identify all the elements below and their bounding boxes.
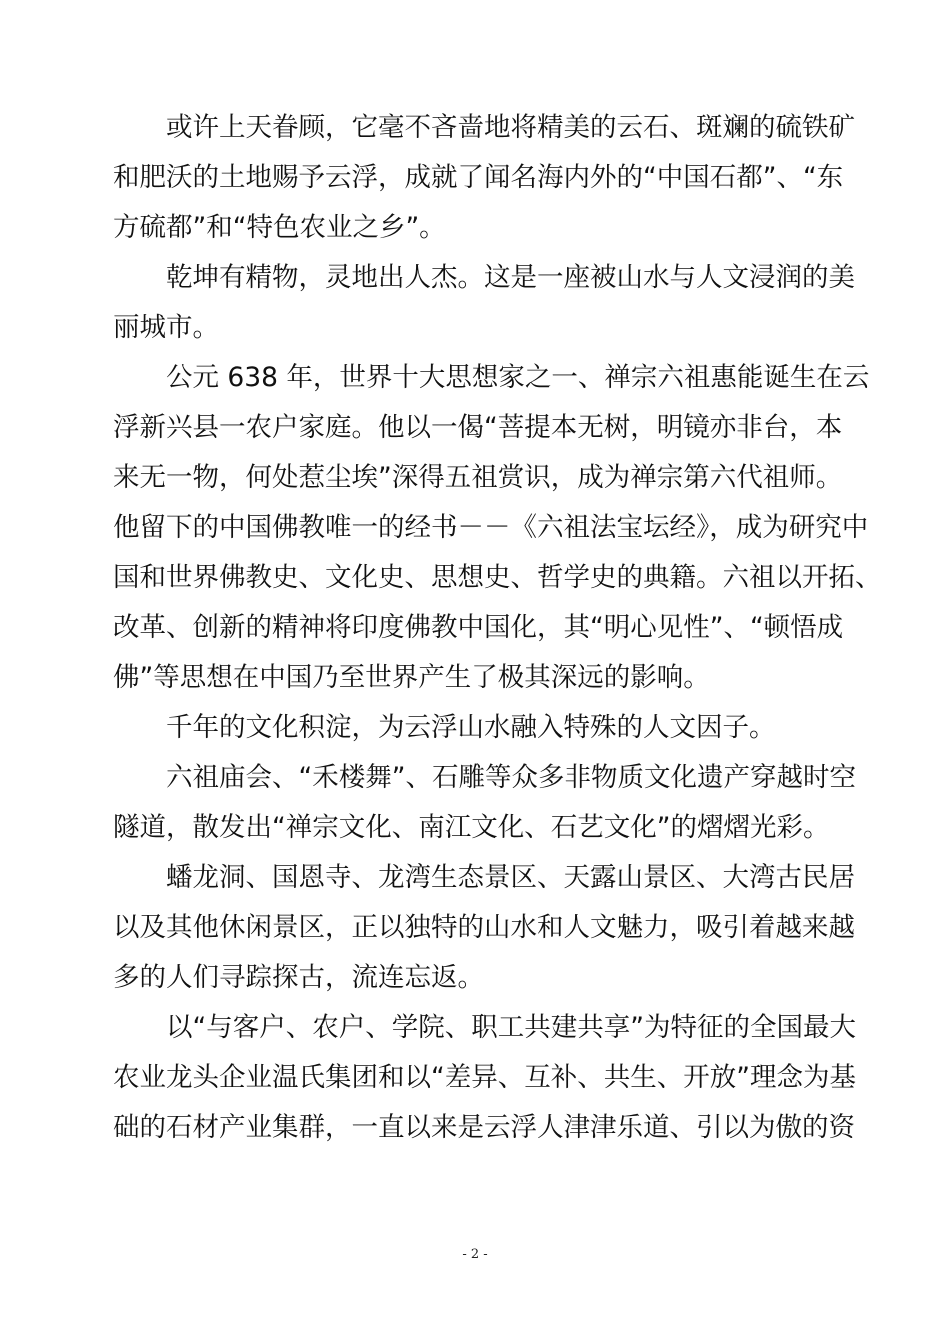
text-line: 浮新兴县一农户家庭。他以一偈“菩提本无树，明镜亦非台，本 [113, 412, 843, 443]
text-line: 以及其他休闲景区，正以独特的山水和人文魅力，吸引着越来越 [113, 912, 855, 943]
text-line: 改革、创新的精神将印度佛教中国化，其“明心见性”、“顿悟成 [113, 612, 844, 643]
text-line: 来无一物，何处惹尘埃”深得五祖赏识，成为禅宗第六代祖师。 [113, 462, 843, 493]
text-line: 隧道，散发出“禅宗文化、南江文化、石艺文化”的熠熠光彩。 [113, 812, 830, 843]
text-line: 农业龙头企业温氏集团和以“差异、互补、共生、开放”理念为基 [113, 1062, 856, 1093]
text-line: 他留下的中国佛教唯一的经书－－《六祖法宝坛经》，成为研究中 [113, 512, 869, 543]
text-line: 千年的文化积淀，为云浮山水融入特殊的人文因子。 [113, 712, 776, 743]
text-line: 以“与客户、农户、学院、职工共建共享”为特征的全国最大 [113, 1012, 856, 1043]
text-line: 六祖庙会、“禾楼舞”、石雕等众多非物质文化遗产穿越时空 [113, 762, 856, 793]
text-line: 和肥沃的土地赐予云浮，成就了闻名海内外的“中国石都”、“东 [113, 162, 844, 193]
page-number: - 2 - [462, 1247, 488, 1262]
text-line: 础的石材产业集群，一直以来是云浮人津津乐道、引以为傲的资 [113, 1112, 855, 1143]
text-line: 多的人们寻踪探古，流连忘返。 [113, 962, 484, 993]
text-line: 或许上天眷顾，它毫不吝啬地将精美的云石、斑斓的硫铁矿 [113, 112, 855, 143]
text-line: 蟠龙洞、国恩寺、龙湾生态景区、天露山景区、大湾古民居 [113, 862, 855, 893]
text-line: 乾坤有精物，灵地出人杰。这是一座被山水与人文浸润的美 [113, 262, 855, 293]
text-line: 佛”等思想在中国乃至世界产生了极其深远的影响。 [113, 662, 710, 693]
text-line: 公元 638 年，世界十大思想家之一、禅宗六祖惠能诞生在云 [113, 362, 870, 393]
text-line: 国和世界佛教史、文化史、思想史、哲学史的典籍。六祖以开拓、 [113, 562, 882, 593]
text-line: 丽城市。 [113, 312, 219, 343]
text-line: 方硫都”和“特色农业之乡”。 [113, 212, 446, 243]
